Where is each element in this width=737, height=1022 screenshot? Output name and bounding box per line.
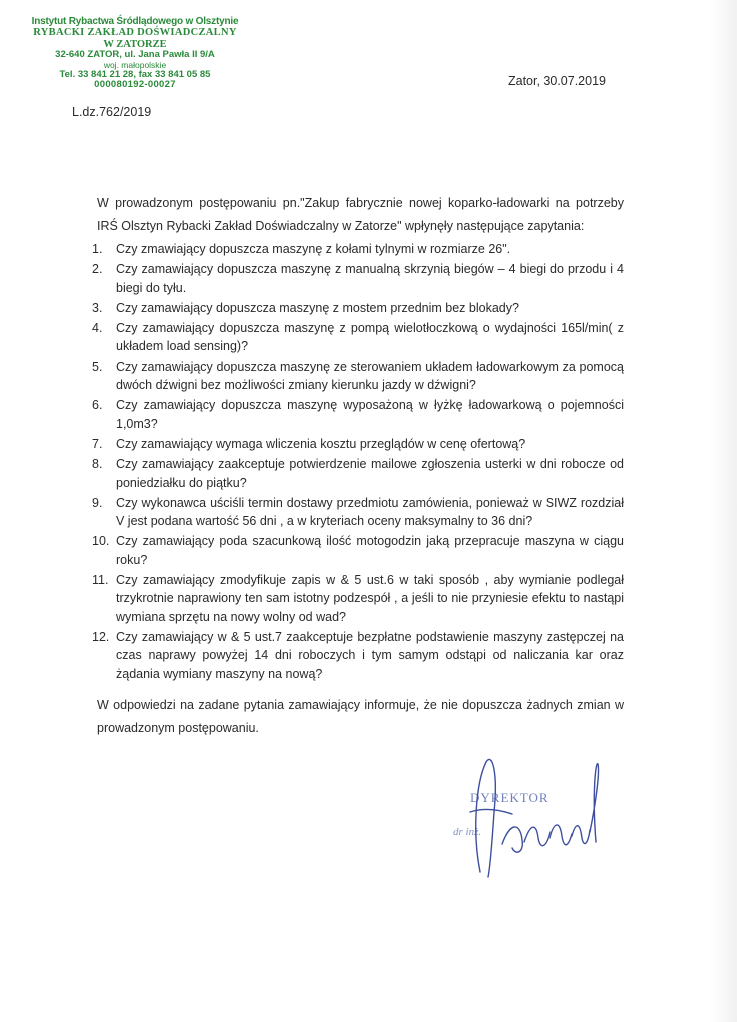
stamp-line: woj. małopolskie	[103, 59, 167, 70]
closing-paragraph: W odpowiedzi na zadane pytania zamawiający informuje, że nie dopuszcza żadnych zmian w prowadzonym postępowaniu.	[97, 698, 624, 735]
signature-title: DYREKTOR	[470, 790, 549, 805]
stamp-line: Instytut Rybactwa Śródlądowego w Olsztynie	[31, 16, 239, 27]
item-number: 4.	[92, 321, 103, 336]
list-item	[92, 455, 624, 492]
item-text: Czy wykonawca uściśli termin dostawy przedmiotu zamówienia, ponieważ w SIWZ rozdział V jest podana wartość 56 dni , a w kryteriach oceny maksymalny to 36 dni?	[116, 495, 624, 529]
item-number: 1.	[92, 242, 103, 256]
item-number: 5.	[92, 359, 103, 374]
item-number: 7.	[92, 436, 103, 451]
item-text: Czy zamawiający dopuszcza maszynę wyposażoną w łyżkę ładowarkową o pojemności 1,0m3?	[116, 398, 624, 431]
item-text: Czy zamawiający zmodyfikuje zapis w & 5 ust.6 w taki sposób , aby wymianie podlegał trzykrotnie naprawiony ten sam istotny podzespół , a jeśli to nie przyniesie efektu to nastąpi wymiana sprzętu na nowy wolny od wad?	[116, 573, 624, 624]
list-item	[92, 240, 624, 258]
list-item	[92, 571, 624, 626]
list-item	[92, 628, 624, 683]
stamp-line: RYBACKI ZAKŁAD DOŚWIADCZALNY	[33, 27, 237, 38]
item-number: 2.	[92, 262, 103, 277]
item-number: 9.	[92, 495, 103, 510]
list-item	[92, 299, 624, 317]
letter-date: Zator, 30.07.2019	[508, 74, 606, 88]
handwritten-signature	[450, 752, 610, 882]
stamp-line: Tel. 33 841 21 28, fax 33 841 05 85	[59, 68, 211, 80]
item-number: 11.	[92, 573, 109, 588]
item-text: Czy zmawiający dopuszcza maszynę z kołami tylnymi w rozmiarze 26".	[116, 242, 511, 256]
item-number: 12.	[92, 629, 110, 644]
stamp-line: 32-640 ZATOR, ul. Jana Pawła II 9/A	[55, 49, 215, 61]
list-item	[92, 396, 624, 433]
item-text: Czy zamawiający dopuszcza maszynę ze sterowaniem układem ładowarkowym za pomocą dwóch dźwigni bez możliwości zmiany kierunku jazdy w dźwigni?	[116, 359, 624, 393]
list-item	[92, 494, 624, 531]
item-text: Czy zamawiający wymaga wliczenia kosztu przeglądów w cenę ofertową?	[116, 436, 526, 451]
item-number: 10.	[92, 534, 110, 549]
item-text: Czy zamawiający dopuszcza maszynę z manualną skrzynią biegów – 4 biegi do przodu i 4 biegi do tyłu.	[116, 262, 624, 295]
list-item	[92, 532, 624, 569]
item-text: Czy zamawiający dopuszcza maszynę z pompą wielotłoczkową o wydajności 165l/min( z układem load sensing)?	[116, 321, 624, 354]
page-edge	[709, 0, 737, 1022]
item-number: 8.	[92, 457, 103, 472]
signature-subtitle: dr inż.	[453, 826, 482, 838]
item-text: Czy zamawiający w & 5 ust.7 zaakceptuje bezpłatne podstawienie maszyny zastępczej na czas naprawy powyżej 14 dni roboczych i tym samym odstąpi od naliczania kar oraz żądania wymiany maszyny na nową?	[116, 629, 624, 681]
item-number: 3.	[92, 300, 103, 315]
intro-paragraph: W prowadzonym postępowaniu pn."Zakup fabrycznie nowej koparko-ładowarki na potrzeby IRŚ Olsztyn Rybacki Zakład Doświadczalny w Zatorze" wpłynęły następujące zapytania:	[97, 196, 624, 233]
item-text: Czy zamawiający zaakceptuje potwierdzenie mailowe zgłoszenia usterki w dni robocze od poniedziałku do piątku?	[116, 457, 624, 490]
institution-stamp	[30, 16, 240, 91]
questions-list	[92, 240, 624, 685]
stamp-line: W ZATORZE	[103, 38, 167, 50]
list-item	[92, 319, 624, 356]
stamp-line: 000080192-00027	[94, 79, 176, 91]
item-number: 6.	[92, 398, 103, 413]
list-item	[92, 260, 624, 297]
item-text: Czy zamawiający poda szacunkową ilość motogodzin jaką przepracuje maszyna w ciągu roku?	[116, 534, 624, 567]
reference-number: L.dz.762/2019	[72, 105, 152, 119]
list-item	[92, 358, 624, 395]
list-item	[92, 435, 624, 453]
item-text: Czy zamawiający dopuszcza maszynę z mostem przednim bez blokady?	[116, 300, 519, 315]
